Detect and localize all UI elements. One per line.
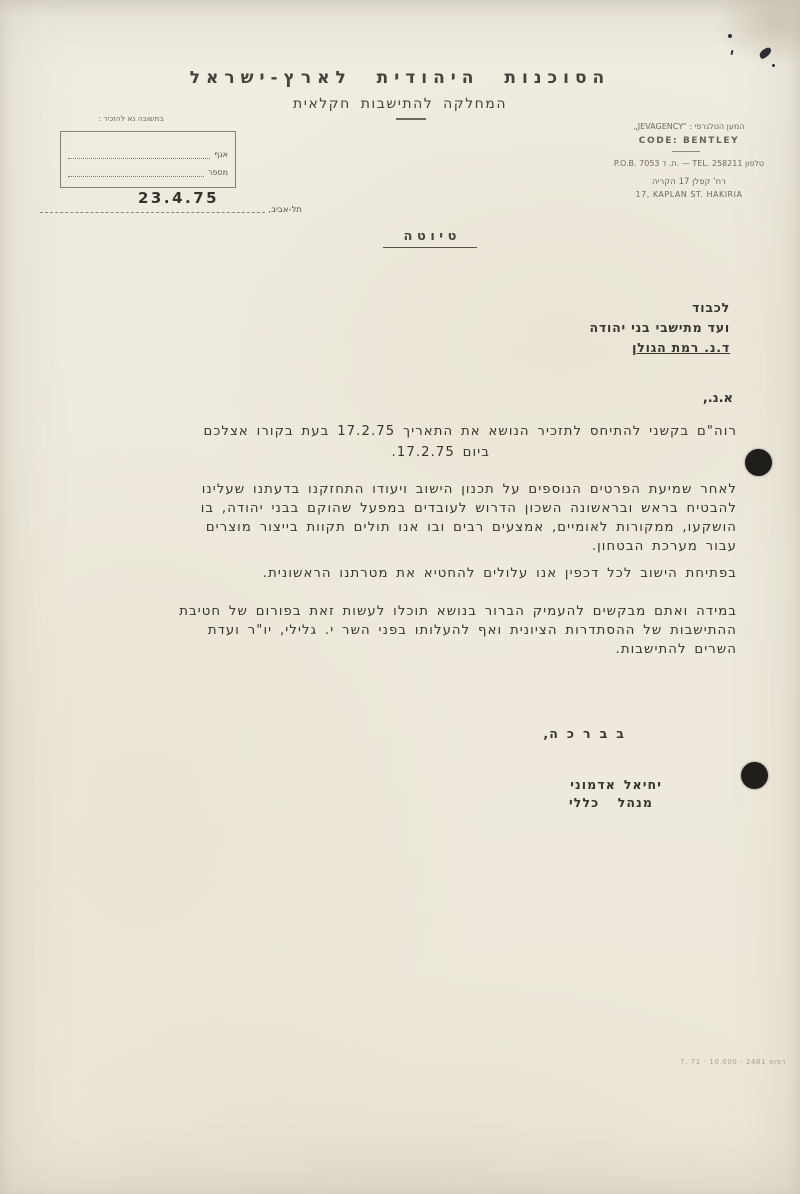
address-hebrew: רח' קפלן 17 הקריה <box>652 177 726 187</box>
salutation: א.נ., <box>702 391 733 406</box>
body-line: ביום 17.2.75. <box>391 445 490 460</box>
hole-punch-mark <box>741 762 768 789</box>
reply-reference-box <box>60 131 236 188</box>
address-english: 17, KAPLAN ST. HAKIRIA <box>635 190 743 199</box>
body-line: הושקעו, ממקורות לאומיים, אמצעים רבים ובו אנו תולים תקוות בייצור מוצרים <box>205 520 737 535</box>
body-line: להבטיח בראש ובראשונה השכון הדרוש לעובדים במפעל שהוקם בבני יהודה, בו <box>200 501 737 516</box>
pen-mark <box>731 50 734 55</box>
pen-mark <box>772 64 775 67</box>
code-divider <box>672 151 700 152</box>
body-line: רוה"ם בקשני להתיחס לתזכיר הנושא את התאריך 17.2.75 בעת בקורו אצלכם <box>203 424 737 439</box>
print-shop-mark: 7. 71 · 10.000 · 2481 דפוס <box>680 1058 786 1066</box>
recipient-name: ועד מתישבי בני יהודה <box>589 320 730 335</box>
body-line: ההתישבות של ההסתדרות הציונית ואף להעלותו בפני השר י. גלילי, יו"ר ועדת <box>207 623 737 638</box>
dept-field-label: אגף <box>214 150 228 159</box>
city-label: תל-אביב, <box>268 205 302 215</box>
city-line <box>40 202 302 215</box>
signature-name: יחיאל אדמוני <box>570 777 662 792</box>
recipient-to: לכבוד <box>692 300 730 315</box>
dotted-leader-line <box>68 175 204 177</box>
body-line: השרים להתישבות. <box>615 642 737 657</box>
draft-stamp: ט י ו ט ה <box>383 229 477 248</box>
pen-mark <box>758 46 773 59</box>
dashed-leader-line <box>40 211 265 213</box>
letterhead-divider <box>396 118 426 120</box>
reply-dept-row <box>68 141 228 159</box>
closing-greeting: ב ב ר כ ה, <box>543 726 625 741</box>
body-line: במידה ואתם מבקשים להעמיק הברור בנושא תוכלו לעשות זאת בפורום של חטיבת <box>179 604 737 619</box>
number-field-label: מספר <box>207 168 228 177</box>
letter-date: 23.4.75 <box>138 189 220 207</box>
reply-number-row <box>68 159 228 177</box>
code-line: CODE: BENTLEY <box>638 136 740 146</box>
signature-title: מנהל כללי <box>569 795 653 810</box>
dotted-leader-line <box>68 157 210 159</box>
body-line: בפתיחת הישוב לכל דכפין אנו עלולים להחטיא את מטרתנו הראשונית. <box>262 566 737 581</box>
reply-note-caption: בתשובה נא להזכיר : <box>98 114 164 123</box>
telegraph-address-line: „JEVAGENCY“ : המען הטלגרפי <box>633 122 745 131</box>
body-line: לאחר שמיעת הפרטים הנוספים על תכנון הישוב ויעודו התחזקנו בדעתנו שעלינו <box>201 482 737 497</box>
hole-punch-mark <box>745 449 772 476</box>
recipient-address: ד.נ. רמת הגולן <box>632 340 730 355</box>
body-line: עבור מערכת הבטחון. <box>591 539 737 554</box>
phone-pob-line: P.O.B. 7053 ת. ד. — TEL. 258211 טלפון <box>613 159 765 168</box>
organization-name: הסוכנות היהודית לארץ-ישראל <box>189 68 611 88</box>
pen-mark <box>728 34 732 38</box>
recipient-block <box>589 298 730 358</box>
department-name: המחלקה להתישבות חקלאית <box>293 96 507 112</box>
